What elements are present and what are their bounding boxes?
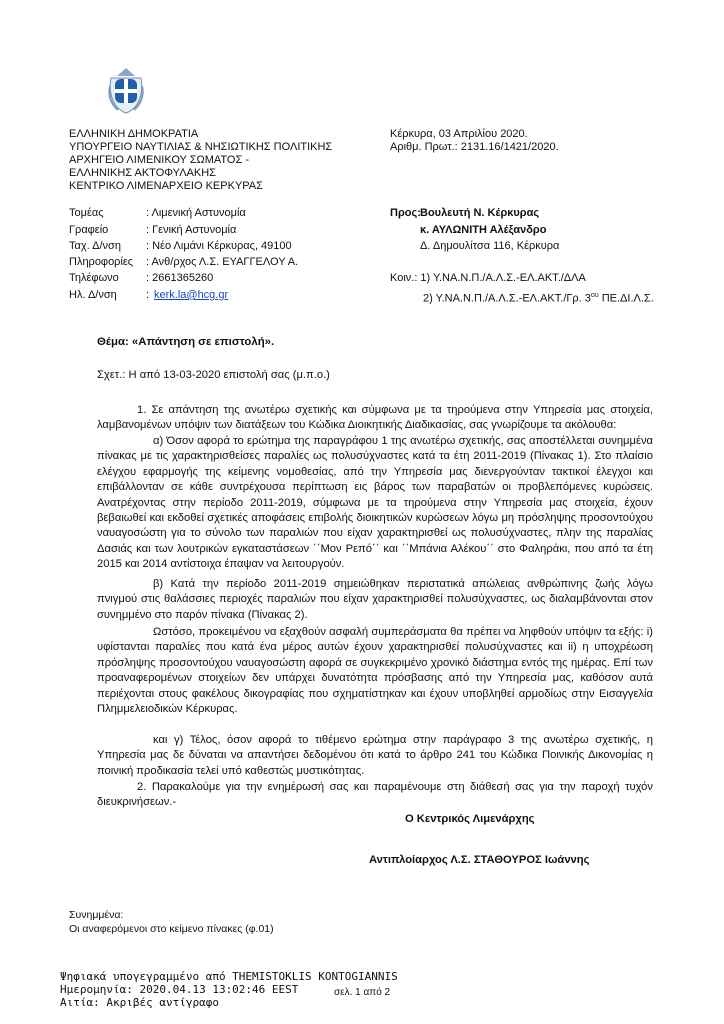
digital-signature-date: Ημερομηνία: 2020.04.13 13:02:46 EEST: [60, 983, 299, 996]
info-label-address: Ταχ. Δ/νση: [69, 240, 121, 252]
digital-signature-signer: Ψηφιακά υπογεγραμμένο από THEMISTOKLIS KONTOGIANNIS: [60, 970, 398, 983]
signature-title: Ο Κεντρικός Λιμενάρχης: [405, 813, 535, 825]
cc-line-1: Κοιν.: 1) Υ.ΝΑ.Ν.Π./Α.Λ.Σ.-ΕΛ.ΑΚΤ./ΔΛΑ: [390, 272, 586, 284]
recipient-line-1: Βουλευτή Ν. Κέρκυρας: [420, 207, 540, 219]
org-line-4: ΕΛΛΗΝΙΚΗΣ ΑΚΤΟΦΥΛΑΚΗΣ: [69, 167, 216, 179]
email-link[interactable]: kerk.la@hcg.gr: [154, 289, 229, 301]
paragraph-1b-note: Ωστόσο, προκειμένου να εξαχθούν ασφαλή συμπεράσματα θα πρέπει να ληφθούν υπόψιν τα εξής: i) υφίστανται παραλίες που κατά ένα μέρος αυτών έχουν χαρακτηρισθεί πολυσύχναστες και ii) η υποχρέωση πρόσληψης προσοντούχου ναυαγοσώστη αφορά σε συγκεκριμένο χρονικό διάστημα εντός της ημέρας. Επί των προαναφερομένων στοιχείων δεν υπάρχει δυνατότητα πρόσβασης από την Υπηρεσία μας, καθόσον αυτά περιέχονται στους φακέλους δικογραφίας που σχηματίστηκαν και έχουν υποβληθεί αρμοδίως στην Εισαγγελία Πλημμελειοδικών Κέρκυρας.: [97, 626, 653, 716]
reference-line: Σχετ.: Η από 13-03-2020 επιστολή σας (μ.π.ο.): [97, 369, 330, 381]
org-line-2: ΥΠΟΥΡΓΕΙΟ ΝΑΥΤΙΛΙΑΣ & ΝΗΣΙΩΤΙΚΗΣ ΠΟΛΙΤΙΚΗΣ: [69, 141, 333, 153]
org-line-1: ΕΛΛΗΝΙΚΗ ΔΗΜΟΚΡΑΤΙΑ: [69, 128, 199, 140]
paragraph-1c: και γ) Τέλος, όσον αφορά το τιθέμενο ερώτημα στην παράγραφο 3 της ανωτέρω σχετικής, η Υπηρεσία μας δε δύναται να απαντήσει δεδομένου ότι κατά το άρθρο 241 του Κώδικα Ποινικής Δικονομίας η ποινική προδικασία τελεί υπό καθεστώς μυστικότητας.: [97, 734, 653, 777]
attachments-label: Συνημμένα:: [69, 909, 124, 921]
recipient-line-2: κ. ΑΥΛΩΝΙΤΗ Αλέξανδρο: [420, 224, 547, 236]
digital-signature-reason: Αιτία: Ακριβές αντίγραφο: [60, 996, 219, 1009]
info-value-contact: : Ανθ/ρχος Λ.Σ. ΕΥΑΓΓΕΛΟΥ Α.: [146, 256, 299, 268]
paragraph-1a: α) Όσον αφορά το ερώτημα της παραγράφου 1 της ανωτέρω σχετικής, σας αποστέλλεται συνημμένα πίνακας με τις χαρακτηρισθείσες παραλίες ως πολυσύχναστες κατά τα έτη 2011-2019 (Πίνακας 1). Στο πλαίσιο ελέγχου εφαρμογής της κείμενης νομοθεσίας, από την Υπηρεσία μας διενεργούνταν τακτικοί έλεγχοι και επιβάλλονταν σε κάθε συντρέχουσα περίπτωση εις βάρος των παραβατών οι προβλεπόμενες κυρώσεις. Ανατρέχοντας στην περίοδο 2011-2019, σύμφωνα με τα τηρούμενα στην Υπηρεσία μας στοιχεία, έχουν βεβαιωθεί και εκδοθεί σχετικές αποφάσεις επιβολής διοικητικών κυρώσεων λόγω μη πρόσληψης προσοντούχου ναυαγοσώστη για το σύνολο των παραλιών που είχαν χαρακτηρισθεί ως πολυσύχναστες, πλην της παραλίας Δασιάς και των λουτρικών εγκαταστάσεων ΄΄Μον Ρεπό΄΄ και ΄΄Μπάνια Αλέκου΄΄ στο Φαληράκι, που από τα έτη 2015 και 2014 αντίστοιχα έπαψαν να λειτουργούν.: [97, 435, 653, 571]
info-label-contact: Πληροφορίες: [69, 256, 134, 268]
info-label-office: Γραφείο: [69, 224, 109, 236]
org-line-5: ΚΕΝΤΡΙΚΟ ΛΙΜΕΝΑΡΧΕΙΟ ΚΕΡΚΥΡΑΣ: [69, 180, 263, 192]
greek-coat-of-arms-icon: [106, 64, 146, 114]
document-date: Κέρκυρα, 03 Απριλίου 2020.: [390, 128, 528, 140]
recipient-label: Προς:: [390, 207, 421, 219]
info-email-colon: :: [146, 289, 150, 301]
org-line-3: ΑΡΧΗΓΕΙΟ ΛΙΜΕΝΙΚΟΥ ΣΩΜΑΤΟΣ -: [69, 154, 250, 166]
signature-name: Αντιπλοίαρχος Λ.Σ. ΣΤΑΘΟΥΡΟΣ Ιωάννης: [369, 854, 590, 866]
info-label-email: Ηλ. Δ/νση: [69, 289, 117, 301]
recipient-line-3: Δ. Δημουλίτσα 116, Κέρκυρα: [420, 240, 560, 252]
paragraph-1b: β) Κατά την περίοδο 2011-2019 σημειώθηκαν περιστατικά απώλειας ανθρώπινης ζωής λόγω πνιγμού στις θαλάσσιες περιοχές παραλιών που είχαν χαρακτηρισθεί πολυσύχναστες, ως διαλαμβάνονται στον συνημμένο στο παρόν πίνακα (Πίνακας 2).: [97, 578, 653, 621]
paragraph-2: 2. Παρακαλούμε για την ενημέρωσή σας και παραμένουμε στη διάθεσή σας για την παροχή τυχόν διευκρινήσεων.-: [97, 781, 653, 809]
info-value-sector: : Λιμενική Αστυνομία: [146, 207, 246, 219]
info-value-office: : Γενική Αστυνομία: [146, 224, 237, 236]
attachments-item: Οι αναφερόμενοι στο κείμενο πίνακες (φ.01): [69, 923, 274, 935]
info-value-address: : Νέο Λιμάνι Κέρκυρας, 49100: [146, 240, 292, 252]
info-label-phone: Τηλέφωνο: [69, 272, 119, 284]
protocol-number: Αριθμ. Πρωτ.: 2131.16/1421/2020.: [390, 141, 559, 153]
paragraph-1: 1. Σε απάντηση της ανωτέρω σχετικής και σύμφωνα με τα τηρούμενα στην Υπηρεσία μας στοιχεία, λαμβανομένων υπόψιν των διατάξεων του Κώδικα Διοικητικής Διαδικασίας, σας γνωρίζουμε τα ακόλουθα:: [97, 404, 653, 432]
subject-line: Θέμα: «Απάντηση σε επιστολή».: [97, 336, 275, 348]
cc-line-2: 2) Υ.ΝΑ.Ν.Π./Α.Λ.Σ.-ΕΛ.ΑΚΤ./Γρ. $3^{o\upsilon}$ ΠΕ.ΔΙ.Λ.Σ.: [423, 292, 654, 305]
page-number: σελ. 1 από 2: [334, 987, 391, 998]
info-label-sector: Τομέας: [69, 207, 104, 219]
info-value-phone: : 2661365260: [146, 272, 214, 284]
